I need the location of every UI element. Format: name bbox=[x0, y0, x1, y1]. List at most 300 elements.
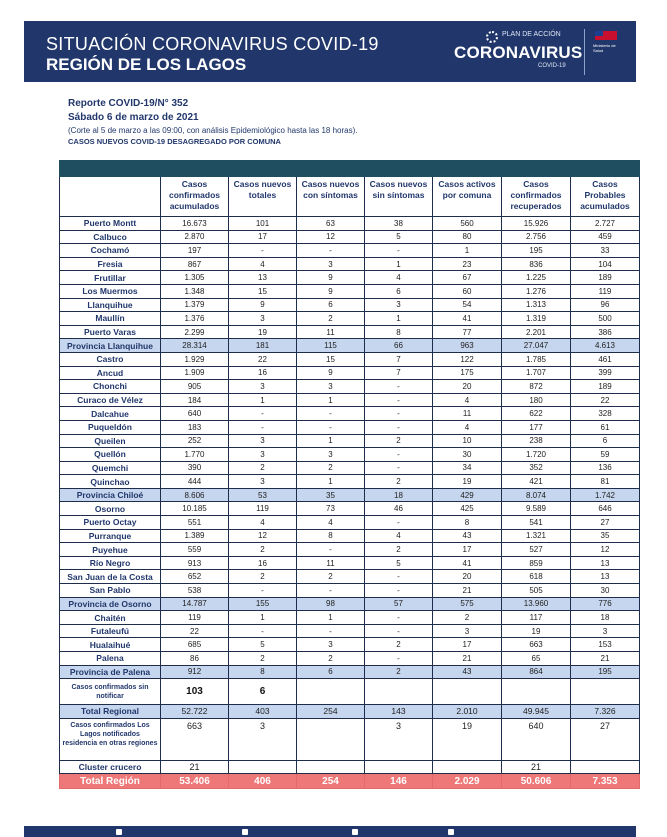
value-cell: 77 bbox=[433, 325, 502, 339]
value-cell: 352 bbox=[502, 461, 571, 475]
value-cell: 19 bbox=[433, 475, 502, 489]
value-cell: 560 bbox=[433, 217, 502, 231]
value-cell: 57 bbox=[365, 597, 433, 611]
column-header: Casos activos por comuna bbox=[433, 177, 502, 217]
value-cell: 2 bbox=[297, 652, 365, 666]
table-row bbox=[60, 217, 640, 231]
value-cell: 6 bbox=[365, 284, 433, 298]
value-cell: 905 bbox=[161, 380, 229, 394]
value-cell bbox=[571, 679, 640, 705]
value-cell: 153 bbox=[571, 638, 640, 652]
value-cell: 386 bbox=[571, 325, 640, 339]
government-seal bbox=[584, 29, 624, 75]
value-cell: 22 bbox=[161, 624, 229, 638]
commune-name: Puyehue bbox=[60, 543, 161, 557]
value-cell: 421 bbox=[502, 475, 571, 489]
table-row bbox=[60, 244, 640, 258]
value-cell bbox=[297, 679, 365, 705]
value-cell: 859 bbox=[502, 556, 571, 570]
value-cell: - bbox=[365, 448, 433, 462]
value-cell: 96 bbox=[571, 298, 640, 312]
value-cell: 429 bbox=[433, 488, 502, 502]
commune-name: Dalcahue bbox=[60, 407, 161, 421]
value-cell: 60 bbox=[433, 284, 502, 298]
value-cell: 1.319 bbox=[502, 312, 571, 326]
value-cell: 2 bbox=[297, 570, 365, 584]
column-header: Casos confirmados acumulados bbox=[161, 177, 229, 217]
value-cell: 8 bbox=[229, 665, 297, 679]
value-cell: 1.909 bbox=[161, 366, 229, 380]
value-cell: 2.010 bbox=[433, 705, 502, 719]
value-cell: 12 bbox=[571, 543, 640, 557]
value-cell: 559 bbox=[161, 543, 229, 557]
value-cell: 21 bbox=[433, 652, 502, 666]
value-cell: 117 bbox=[502, 611, 571, 625]
twitter-icon bbox=[242, 829, 248, 835]
table-row bbox=[60, 393, 640, 407]
value-cell: 7.353 bbox=[571, 774, 640, 789]
value-cell: 3 bbox=[229, 475, 297, 489]
value-cell: 3 bbox=[229, 312, 297, 326]
value-cell: 2 bbox=[297, 461, 365, 475]
value-cell: 4 bbox=[433, 393, 502, 407]
value-cell: 505 bbox=[502, 584, 571, 598]
table-row bbox=[60, 325, 640, 339]
value-cell: 8 bbox=[433, 516, 502, 530]
value-cell: 19 bbox=[502, 624, 571, 638]
value-cell: 2 bbox=[229, 652, 297, 666]
commune-name: Quinchao bbox=[60, 475, 161, 489]
value-cell: 15.926 bbox=[502, 217, 571, 231]
value-cell: 3 bbox=[297, 448, 365, 462]
value-cell: - bbox=[229, 420, 297, 434]
value-cell: 663 bbox=[161, 718, 229, 760]
column-header: Casos Probables acumulados bbox=[571, 177, 640, 217]
value-cell: 22 bbox=[571, 393, 640, 407]
value-cell: 500 bbox=[571, 312, 640, 326]
value-cell: 20 bbox=[433, 570, 502, 584]
table-row bbox=[60, 624, 640, 638]
total-regional-label: Total Regional bbox=[60, 705, 161, 719]
value-cell: 101 bbox=[229, 217, 297, 231]
value-cell: 4 bbox=[297, 516, 365, 530]
value-cell: 2 bbox=[229, 570, 297, 584]
value-cell: 7.326 bbox=[571, 705, 640, 719]
value-cell: 66 bbox=[365, 339, 433, 353]
value-cell: - bbox=[297, 584, 365, 598]
value-cell: 1 bbox=[297, 434, 365, 448]
value-cell: 1 bbox=[365, 312, 433, 326]
value-cell bbox=[297, 718, 365, 760]
table-row bbox=[60, 543, 640, 557]
value-cell: 27 bbox=[571, 718, 640, 760]
value-cell: - bbox=[297, 407, 365, 421]
value-cell: 21 bbox=[161, 760, 229, 774]
commune-name: Fresia bbox=[60, 257, 161, 271]
value-cell: 104 bbox=[571, 257, 640, 271]
value-cell: 177 bbox=[502, 420, 571, 434]
value-cell: 622 bbox=[502, 407, 571, 421]
value-cell: 33 bbox=[571, 244, 640, 258]
commune-name: Quemchi bbox=[60, 461, 161, 475]
value-cell: - bbox=[229, 624, 297, 638]
value-cell: 61 bbox=[571, 420, 640, 434]
value-cell: - bbox=[365, 461, 433, 475]
value-cell: 2 bbox=[365, 665, 433, 679]
value-cell: 3 bbox=[433, 624, 502, 638]
commune-name: San Pablo bbox=[60, 584, 161, 598]
commune-name: Maullín bbox=[60, 312, 161, 326]
value-cell: 1 bbox=[297, 611, 365, 625]
value-cell: 155 bbox=[229, 597, 297, 611]
commune-name: Puqueldón bbox=[60, 420, 161, 434]
commune-name: Provincia Chiloé bbox=[60, 488, 161, 502]
value-cell: 403 bbox=[229, 705, 297, 719]
value-cell: 867 bbox=[161, 257, 229, 271]
value-cell: 98 bbox=[297, 597, 365, 611]
report-meta bbox=[68, 98, 588, 147]
value-cell: 872 bbox=[502, 380, 571, 394]
report-number: Reporte COVID-19/N° 352 bbox=[68, 98, 189, 109]
cluster-label: Cluster crucero bbox=[60, 760, 161, 774]
header-region: REGIÓN DE LOS LAGOS bbox=[46, 55, 247, 74]
commune-name: Futaleufú bbox=[60, 624, 161, 638]
total-regional-row bbox=[60, 705, 640, 719]
value-cell: 2.299 bbox=[161, 325, 229, 339]
value-cell: 23 bbox=[433, 257, 502, 271]
value-cell: 27.047 bbox=[502, 339, 571, 353]
table-row bbox=[60, 529, 640, 543]
report-cutoff: (Corte al 5 de marzo a las 09:00, con análisis Epidemiológico hasta las 18 horas). bbox=[68, 126, 358, 135]
value-cell: 652 bbox=[161, 570, 229, 584]
value-cell: 1 bbox=[229, 393, 297, 407]
value-cell: 1 bbox=[229, 611, 297, 625]
value-cell: 3 bbox=[229, 434, 297, 448]
column-header: Casos confirmados recuperados bbox=[502, 177, 571, 217]
commune-name: Puerto Varas bbox=[60, 325, 161, 339]
value-cell: 63 bbox=[297, 217, 365, 231]
value-cell: 46 bbox=[365, 502, 433, 516]
footer-bar bbox=[24, 826, 636, 837]
province-row bbox=[60, 597, 640, 611]
value-cell: 17 bbox=[433, 543, 502, 557]
value-cell: 2 bbox=[365, 543, 433, 557]
value-cell: 912 bbox=[161, 665, 229, 679]
commune-name: Queilen bbox=[60, 434, 161, 448]
value-cell: 8.606 bbox=[161, 488, 229, 502]
value-cell: 103 bbox=[161, 679, 229, 705]
value-cell: 328 bbox=[571, 407, 640, 421]
table-row bbox=[60, 570, 640, 584]
table-row bbox=[60, 271, 640, 285]
value-cell: 8 bbox=[365, 325, 433, 339]
value-cell bbox=[365, 760, 433, 774]
commune-name: Puerto Montt bbox=[60, 217, 161, 231]
header-title: SITUACIÓN CORONAVIRUS COVID-19 bbox=[46, 34, 379, 54]
commune-name: Frutillar bbox=[60, 271, 161, 285]
band-cell bbox=[365, 161, 433, 177]
value-cell: 15 bbox=[297, 352, 365, 366]
value-cell: 8.074 bbox=[502, 488, 571, 502]
value-cell: 13 bbox=[229, 271, 297, 285]
table-row bbox=[60, 611, 640, 625]
value-cell: 444 bbox=[161, 475, 229, 489]
commune-name: Castro bbox=[60, 352, 161, 366]
commune-name: Palena bbox=[60, 652, 161, 666]
table-row bbox=[60, 516, 640, 530]
value-cell: 2.201 bbox=[502, 325, 571, 339]
value-cell: 10.185 bbox=[161, 502, 229, 516]
total-region-row bbox=[60, 774, 640, 789]
value-cell: 53.406 bbox=[161, 774, 229, 789]
value-cell bbox=[365, 679, 433, 705]
value-cell: 9 bbox=[297, 271, 365, 285]
commune-name: Llanquihue bbox=[60, 298, 161, 312]
commune-name: Chonchi bbox=[60, 380, 161, 394]
value-cell: 252 bbox=[161, 434, 229, 448]
sin-notificar-label: Casos confirmados sin notificar bbox=[60, 679, 161, 705]
value-cell: 646 bbox=[571, 502, 640, 516]
value-cell: 3 bbox=[229, 448, 297, 462]
value-cell: 20 bbox=[433, 380, 502, 394]
value-cell: 16.673 bbox=[161, 217, 229, 231]
value-cell: 8 bbox=[297, 529, 365, 543]
value-cell: 21 bbox=[571, 652, 640, 666]
value-cell: 13.960 bbox=[502, 597, 571, 611]
value-cell: 425 bbox=[433, 502, 502, 516]
value-cell: - bbox=[229, 244, 297, 258]
commune-name: Puerto Octay bbox=[60, 516, 161, 530]
ministry-text: Ministerio de Salud bbox=[593, 43, 616, 53]
value-cell: 18 bbox=[571, 611, 640, 625]
value-cell: 197 bbox=[161, 244, 229, 258]
value-cell: 399 bbox=[571, 366, 640, 380]
band-cell bbox=[60, 161, 161, 177]
column-header: Casos nuevos con síntomas bbox=[297, 177, 365, 217]
table-row bbox=[60, 380, 640, 394]
table-row bbox=[60, 352, 640, 366]
coronavirus-logo bbox=[454, 31, 583, 71]
value-cell: 3 bbox=[365, 298, 433, 312]
value-cell: 17 bbox=[229, 230, 297, 244]
value-cell: 115 bbox=[297, 339, 365, 353]
value-cell: 9 bbox=[229, 298, 297, 312]
value-cell: 527 bbox=[502, 543, 571, 557]
value-cell: 1.225 bbox=[502, 271, 571, 285]
value-cell bbox=[502, 679, 571, 705]
value-cell: 146 bbox=[365, 774, 433, 789]
band-cell bbox=[571, 161, 640, 177]
value-cell: 180 bbox=[502, 393, 571, 407]
value-cell: 663 bbox=[502, 638, 571, 652]
band-cell bbox=[297, 161, 365, 177]
virus-icon bbox=[486, 31, 498, 43]
table-row bbox=[60, 257, 640, 271]
value-cell: 836 bbox=[502, 257, 571, 271]
value-cell: 50.606 bbox=[502, 774, 571, 789]
value-cell: 5 bbox=[365, 556, 433, 570]
value-cell: 4 bbox=[229, 516, 297, 530]
value-cell: 2 bbox=[433, 611, 502, 625]
table-row bbox=[60, 366, 640, 380]
commune-name: Osorno bbox=[60, 502, 161, 516]
value-cell: 3 bbox=[297, 257, 365, 271]
value-cell: 2.870 bbox=[161, 230, 229, 244]
value-cell: 19 bbox=[229, 325, 297, 339]
value-cell: 1.348 bbox=[161, 284, 229, 298]
value-cell: 52.722 bbox=[161, 705, 229, 719]
value-cell: 4.613 bbox=[571, 339, 640, 353]
value-cell: 2.029 bbox=[433, 774, 502, 789]
value-cell: 4 bbox=[365, 529, 433, 543]
value-cell: 1.389 bbox=[161, 529, 229, 543]
value-cell: 4 bbox=[229, 257, 297, 271]
commune-name: Cochamó bbox=[60, 244, 161, 258]
header-cell-empty bbox=[60, 177, 161, 217]
value-cell: 4 bbox=[365, 271, 433, 285]
value-cell: 685 bbox=[161, 638, 229, 652]
value-cell: 14.787 bbox=[161, 597, 229, 611]
commune-name: Provincia de Palena bbox=[60, 665, 161, 679]
value-cell: - bbox=[365, 244, 433, 258]
value-cell: - bbox=[229, 407, 297, 421]
value-cell: 5 bbox=[229, 638, 297, 652]
value-cell: 119 bbox=[161, 611, 229, 625]
value-cell: 86 bbox=[161, 652, 229, 666]
value-cell: - bbox=[365, 407, 433, 421]
commune-name: Ancud bbox=[60, 366, 161, 380]
commune-name: Río Negro bbox=[60, 556, 161, 570]
table-row bbox=[60, 420, 640, 434]
value-cell: 1.929 bbox=[161, 352, 229, 366]
value-cell: 12 bbox=[229, 529, 297, 543]
value-cell: 2 bbox=[229, 461, 297, 475]
table-row bbox=[60, 434, 640, 448]
value-cell: 30 bbox=[571, 584, 640, 598]
value-cell: 2 bbox=[297, 312, 365, 326]
value-cell: 81 bbox=[571, 475, 640, 489]
value-cell: 2 bbox=[365, 638, 433, 652]
value-cell: 3 bbox=[297, 380, 365, 394]
value-cell: 6 bbox=[297, 298, 365, 312]
chile-flag-icon bbox=[595, 31, 617, 40]
table-row bbox=[60, 502, 640, 516]
value-cell: 175 bbox=[433, 366, 502, 380]
value-cell: - bbox=[297, 244, 365, 258]
table-row bbox=[60, 284, 640, 298]
logo-main-text: CORONAVIRUS bbox=[454, 43, 583, 62]
value-cell: 27 bbox=[571, 516, 640, 530]
band-cell bbox=[161, 161, 229, 177]
value-cell: - bbox=[365, 584, 433, 598]
band-cell bbox=[502, 161, 571, 177]
value-cell: 3 bbox=[229, 718, 297, 760]
table-row bbox=[60, 298, 640, 312]
value-cell: 575 bbox=[433, 597, 502, 611]
value-cell: 28.314 bbox=[161, 339, 229, 353]
value-cell: 21 bbox=[502, 760, 571, 774]
value-cell: 913 bbox=[161, 556, 229, 570]
province-row bbox=[60, 665, 640, 679]
value-cell: 43 bbox=[433, 529, 502, 543]
otras-regiones-row bbox=[60, 718, 640, 760]
value-cell: 1.720 bbox=[502, 448, 571, 462]
value-cell: 461 bbox=[571, 352, 640, 366]
otras-regiones-label: Casos confirmados Los Lagos notificados residencia en otras regiones bbox=[60, 718, 161, 760]
value-cell: - bbox=[365, 624, 433, 638]
value-cell: 1 bbox=[433, 244, 502, 258]
value-cell: 18 bbox=[365, 488, 433, 502]
table-row bbox=[60, 407, 640, 421]
value-cell: 13 bbox=[571, 556, 640, 570]
column-header: Casos nuevos totales bbox=[229, 177, 297, 217]
value-cell: 21 bbox=[433, 584, 502, 598]
commune-name: San Juan de la Costa bbox=[60, 570, 161, 584]
value-cell: 195 bbox=[502, 244, 571, 258]
value-cell: 11 bbox=[433, 407, 502, 421]
report-header bbox=[24, 21, 636, 82]
logo-plan-text: PLAN DE ACCIÓN bbox=[502, 31, 561, 38]
value-cell: - bbox=[365, 380, 433, 394]
value-cell: 136 bbox=[571, 461, 640, 475]
cluster-row bbox=[60, 760, 640, 774]
value-cell: 538 bbox=[161, 584, 229, 598]
value-cell: - bbox=[365, 611, 433, 625]
table-row bbox=[60, 312, 640, 326]
value-cell: 80 bbox=[433, 230, 502, 244]
value-cell: - bbox=[365, 420, 433, 434]
value-cell bbox=[229, 760, 297, 774]
value-cell: 3 bbox=[365, 718, 433, 760]
value-cell: 640 bbox=[502, 718, 571, 760]
value-cell: 618 bbox=[502, 570, 571, 584]
value-cell: 1.785 bbox=[502, 352, 571, 366]
value-cell: 119 bbox=[229, 502, 297, 516]
value-cell: 22 bbox=[229, 352, 297, 366]
value-cell: 6 bbox=[571, 434, 640, 448]
value-cell: 119 bbox=[571, 284, 640, 298]
band-cell bbox=[433, 161, 502, 177]
value-cell: - bbox=[365, 393, 433, 407]
value-cell: 5 bbox=[365, 230, 433, 244]
value-cell: 2 bbox=[365, 475, 433, 489]
value-cell bbox=[433, 760, 502, 774]
value-cell: 1.707 bbox=[502, 366, 571, 380]
value-cell: 254 bbox=[297, 705, 365, 719]
value-cell: 9 bbox=[297, 366, 365, 380]
logo-sub-text: COVID-19 bbox=[538, 63, 566, 69]
value-cell: - bbox=[297, 543, 365, 557]
value-cell: 238 bbox=[502, 434, 571, 448]
value-cell: 6 bbox=[229, 679, 297, 705]
commune-name: Provincia Llanquihue bbox=[60, 339, 161, 353]
commune-name: Quellón bbox=[60, 448, 161, 462]
value-cell: - bbox=[365, 516, 433, 530]
web-icon bbox=[448, 829, 454, 835]
commune-name: Calbuco bbox=[60, 230, 161, 244]
value-cell: 6 bbox=[297, 665, 365, 679]
value-cell: 16 bbox=[229, 556, 297, 570]
value-cell: 1.305 bbox=[161, 271, 229, 285]
value-cell: 1 bbox=[297, 475, 365, 489]
value-cell: 3 bbox=[297, 638, 365, 652]
value-cell: 1.313 bbox=[502, 298, 571, 312]
value-cell: 189 bbox=[571, 271, 640, 285]
value-cell: 1.742 bbox=[571, 488, 640, 502]
commune-name: Hualaihué bbox=[60, 638, 161, 652]
sin-notificar-row bbox=[60, 679, 640, 705]
value-cell: 195 bbox=[571, 665, 640, 679]
